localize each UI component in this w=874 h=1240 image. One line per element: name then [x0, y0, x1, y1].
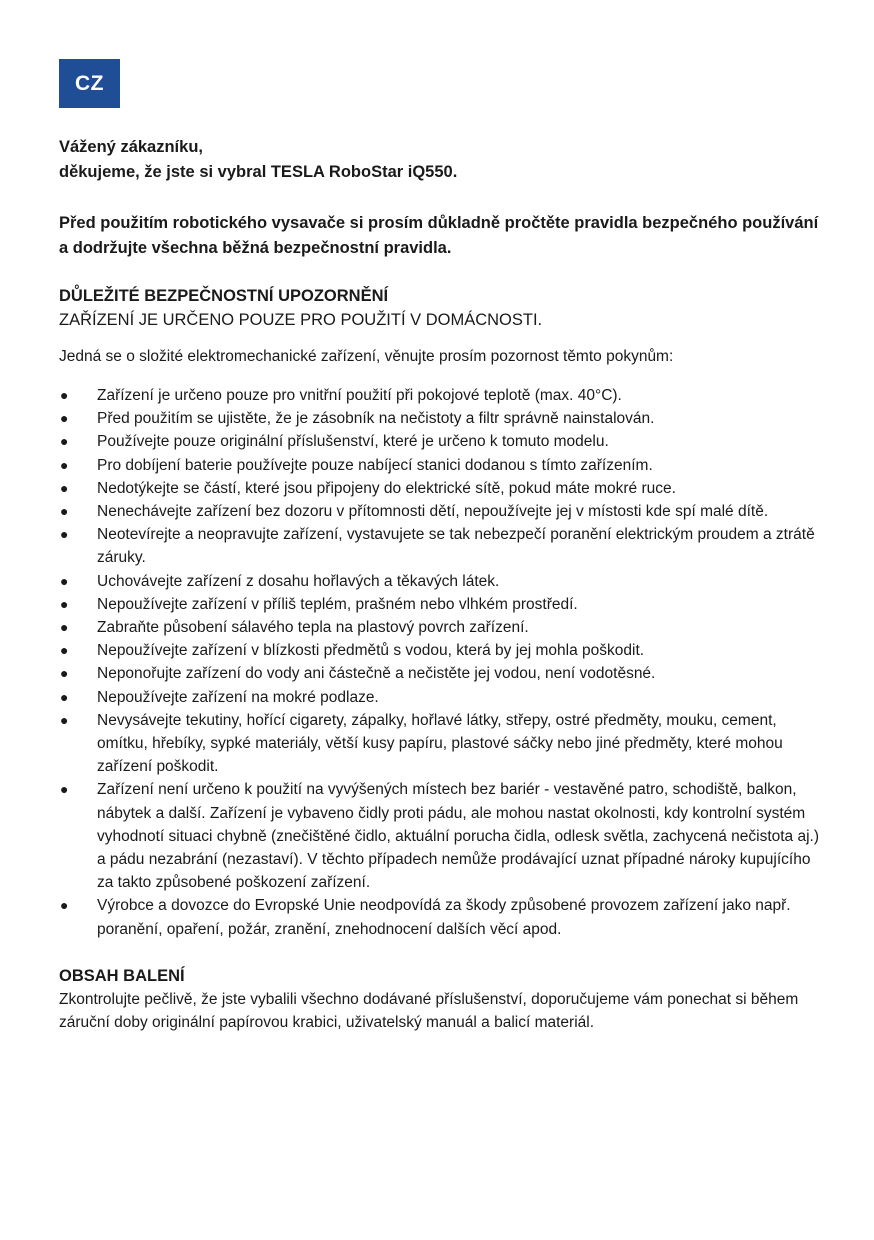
bullet-icon: ●	[60, 572, 69, 589]
safety-warning-subheading: ZAŘÍZENÍ JE URČENO POUZE PRO POUŽITÍ V DOMÁCNOSTI.	[59, 311, 543, 329]
list-item	[59, 477, 819, 500]
list-item-text: Zabraňte působení sálavého tepla na plastový povrch zařízení.	[97, 619, 529, 637]
list-item-text: Nenechávejte zařízení bez dozoru v přítomnosti dětí, nepoužívejte jej v místosti kde spí malé dítě.	[97, 503, 769, 521]
list-item-text: Uchovávejte zařízení z dosahu hořlavých a těkavých látek.	[97, 572, 500, 590]
list-item	[59, 570, 819, 593]
list-item-text: Výrobce a dovozce do Evropské Unie neodpovídá za škody způsobené provozem zařízení jako např. poranění, opaření, požár, zranění, znehodnocení dalších věcí apod.	[97, 897, 791, 938]
list-item-text: Zařízení je určeno pouze pro vnitřní použití při pokojové teplotě (max. 40°C).	[97, 387, 622, 404]
bullet-icon: ●	[60, 711, 69, 728]
greeting-salutation: Vážený zákazníku,	[59, 138, 203, 156]
bullet-icon: ●	[60, 526, 69, 543]
list-item-text: Pro dobíjení baterie používejte pouze nabíjecí stanici dodanou s tímto zařízením.	[97, 456, 653, 474]
list-item-text: Neponořujte zařízení do vody ani částečně a nečistěte jej vodou, není vodotěsné.	[97, 665, 656, 683]
list-item-text: Nevysávejte tekutiny, hořící cigarety, zápalky, hořlavé látky, střepy, ostré předměty, mouku, cement, omítku, hřebíky, sypké materiály, větší kusy papíru, plastové sáčky nebo jiné předměty, které mohou zařízení poškodit.	[97, 711, 783, 776]
list-item	[59, 709, 819, 779]
bullet-icon: ●	[60, 410, 69, 427]
bullet-icon: ●	[60, 387, 69, 403]
bullet-icon: ●	[60, 665, 69, 682]
bullet-icon: ●	[60, 456, 69, 473]
list-item	[59, 523, 819, 569]
bullet-icon: ●	[60, 781, 69, 798]
list-item-text: Zařízení není určeno k použití na vyvýšených místech bez bariér - vestavěné patro, schodiště, balkon, nábytek a další. Zařízení je vybaveno čidly proti pádu, ale mohou nastat okolnosti, kdy kontrolní systém vyhodnotí situaci chybně (znečištěné čidlo, aktuální porucha čidla, odlesk světla, zachycená nečistota aj.) a pádu nezabrání (nezastaví). V těchto případech nemůže prodávající uznat případné nároky kupujícího za takto způsobené poškození zařízení.	[97, 781, 820, 892]
list-item	[59, 778, 819, 894]
greeting	[59, 135, 819, 185]
list-item	[59, 686, 819, 709]
list-item	[59, 639, 819, 662]
list-item-text: Nedotýkejte se částí, které jsou připojeny do elektrické sítě, pokud máte mokré ruce.	[97, 479, 676, 497]
list-item	[59, 500, 819, 523]
list-item-text: Nepoužívejte zařízení na mokré podlaze.	[97, 688, 379, 706]
list-item	[59, 454, 819, 477]
bullet-icon: ●	[60, 897, 69, 914]
bullet-icon: ●	[60, 433, 69, 450]
language-badge: CZ	[59, 59, 120, 108]
bullet-icon: ●	[60, 642, 69, 659]
list-item	[59, 430, 819, 453]
bullet-icon: ●	[60, 479, 69, 496]
list-item-text: Neotevírejte a neopravujte zařízení, vystavujete se tak nebezpečí poranění elektrickým proudem a ztrátě záruky.	[97, 526, 815, 567]
list-item	[59, 616, 819, 639]
bullet-icon: ●	[60, 503, 69, 520]
list-item	[59, 662, 819, 685]
list-item	[59, 407, 819, 430]
safety-instructions-list	[59, 384, 819, 941]
list-item-text: Nepoužívejte zařízení v blízkosti předmětů s vodou, která by jej mohla poškodit.	[97, 642, 645, 660]
bullet-icon: ●	[60, 619, 69, 636]
bullet-icon: ●	[60, 688, 69, 705]
package-contents-heading: OBSAH BALENÍ	[59, 966, 185, 985]
greeting-thanks: děkujeme, že jste si vybral TESLA RoboStar iQ550.	[59, 163, 458, 181]
instructions-lead: Jedná se o složité elektromechanické zařízení, věnujte prosím pozornost těmto pokynům:	[59, 348, 674, 365]
intro-paragraph: Před použitím robotického vysavače si prosím důkladně pročtěte pravidla bezpečného používání a dodržujte všechna běžná bezpečnostní pravidla.	[59, 214, 819, 257]
list-item	[59, 894, 819, 940]
list-item-text: Nepoužívejte zařízení v příliš teplém, prašném nebo vlhkém prostředí.	[97, 595, 578, 613]
bullet-icon: ●	[60, 595, 69, 612]
document-page	[59, 59, 819, 1034]
list-item	[59, 384, 819, 407]
list-item-text: Používejte pouze originální příslušenství, které je určeno k tomuto modelu.	[97, 433, 609, 451]
package-contents-text: Zkontrolujte pečlivě, že jste vybalili všechno dodávané příslušenství, doporučujeme vám ponechat si během záruční doby originální papírovou krabici, uživatelský manuál a balicí materiál.	[59, 990, 799, 1031]
safety-warning-heading: DŮLEŽITÉ BEZPEČNOSTNÍ UPOZORNĚNÍ	[59, 287, 389, 305]
list-item-text: Před použitím se ujistěte, že je zásobník na nečistoty a filtr správně nainstalován.	[97, 410, 655, 428]
list-item	[59, 593, 819, 616]
